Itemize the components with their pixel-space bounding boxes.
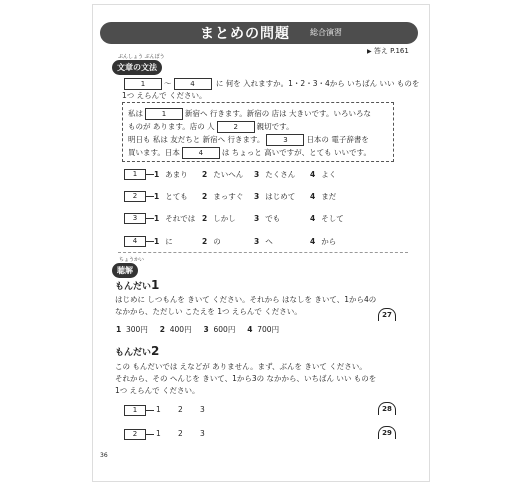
answers-reference — [367, 46, 409, 56]
page-title: まとめの問題 — [200, 26, 290, 42]
blank-box: 2 — [217, 121, 255, 133]
blank-box: 1 — [145, 108, 183, 120]
divider — [146, 241, 154, 242]
divider — [146, 174, 154, 175]
passage-text: 新宿へ 行きます。新宿の 店は 大きいです。いろいろな — [185, 109, 371, 118]
mondai-2-title: もんだい2 — [115, 344, 160, 358]
answer-option[interactable]: 3 — [200, 429, 205, 438]
answer-option[interactable]: 2 の — [202, 237, 221, 246]
section-label-grammar: 文章の文法 — [112, 60, 162, 75]
instruction-text: に 何を 入れますか。1・2・3・4から いちばん いい ものを — [215, 79, 420, 88]
passage-line-4 — [128, 147, 371, 159]
passage-text: 私は — [128, 109, 143, 118]
passage-line-2 — [128, 121, 294, 133]
answer-option[interactable]: 2 400円 — [159, 325, 192, 334]
answer-option[interactable]: 3 でも — [254, 214, 281, 223]
answer-option[interactable]: 3 たくさん — [254, 170, 296, 179]
answer-option[interactable]: 4 まだ — [310, 192, 337, 201]
section-divider — [118, 252, 408, 253]
answer-option[interactable]: 1 それでは — [154, 214, 196, 223]
mondai-1-title: もんだい1 — [115, 278, 160, 292]
question-number-box: 3 — [124, 213, 146, 224]
passage-text: ものが あります。店の 人 — [128, 122, 215, 131]
page-number: 36 — [100, 452, 108, 459]
answer-option[interactable]: 4 そして — [310, 214, 344, 223]
answer-option[interactable]: 1 あまり — [154, 170, 188, 179]
answer-option[interactable]: 1 — [156, 429, 161, 438]
question-number-box: 2 — [124, 191, 146, 202]
divider — [146, 434, 154, 435]
answer-option[interactable]: 2 まっすぐ — [202, 192, 244, 201]
answer-option[interactable]: 3 へ — [254, 237, 273, 246]
mondai-1-text1: はじめに しつもんを きいて ください。それから はなしを きいて、1から4の — [115, 295, 377, 304]
answer-option[interactable]: 2 — [178, 405, 183, 414]
audio-track-icon[interactable]: 28 — [378, 402, 396, 416]
section-label-listening: 聴解 — [112, 263, 138, 278]
blank-box: 3 — [266, 134, 304, 146]
grammar-instruction-line1: 1 〜 4 に 何を 入れますか。1・2・3・4から いちばん いい ものを — [122, 78, 419, 90]
answer-option[interactable]: 3 600円 — [203, 325, 236, 334]
question-number-box: 1 — [124, 169, 146, 180]
answer-option[interactable]: 4 よく — [310, 170, 337, 179]
mondai-1-options — [116, 324, 279, 335]
passage-text: 日本の 電子辞書を — [306, 135, 369, 144]
audio-track-icon[interactable]: 29 — [378, 426, 396, 440]
title-bar — [100, 22, 418, 44]
passage-text: 明日も 私は 友だちと 新宿へ 行きます。 — [128, 135, 265, 144]
answer-option[interactable]: 1 300円 — [116, 325, 148, 334]
blank-box: 4 — [174, 78, 212, 90]
answer-option[interactable]: 1 に — [154, 237, 173, 246]
answer-option[interactable]: 2 — [178, 429, 183, 438]
answer-option[interactable]: 3 はじめて — [254, 192, 296, 201]
divider — [146, 196, 154, 197]
answers-label: 答え P.161 — [373, 47, 409, 55]
answer-option[interactable]: 2 しかし — [202, 214, 236, 223]
blank-box: 1 — [124, 78, 162, 90]
arrow-right-icon: ▶ — [367, 48, 372, 55]
blank-box: 4 — [182, 147, 220, 159]
listening-furigana: ちょうかい — [119, 257, 145, 263]
answer-option[interactable]: 4 700円 — [247, 325, 280, 334]
mondai-2-text1: この もんだいでは えなどが ありません。まず、ぶんを きいて ください。 — [115, 362, 367, 371]
answer-option[interactable]: 1 — [156, 405, 161, 414]
answer-option[interactable]: 4 から — [310, 237, 337, 246]
passage-text: は ちょっと 高いですが、とても いいです。 — [221, 148, 371, 157]
audio-track-icon[interactable]: 27 — [378, 308, 396, 322]
mondai-2-text3: 1つ えらんで ください。 — [115, 386, 200, 395]
mondai-2-text2: それから、その へんじを きいて、1から3の なかから、いちばん いい ものを — [115, 374, 377, 383]
grammar-instruction-text2: 1つ えらんで ください。 — [122, 91, 207, 100]
answer-option[interactable]: 3 — [200, 405, 205, 414]
passage-text: 買います。日本 — [128, 148, 180, 157]
mondai-1-text2: なかから、ただしい こたえを 1つ えらんで ください。 — [115, 307, 302, 316]
passage-line-3 — [128, 134, 369, 146]
divider — [146, 218, 154, 219]
answer-option[interactable]: 1 とても — [154, 192, 188, 201]
page-subtitle: 総合演習 — [310, 28, 342, 37]
divider — [146, 410, 154, 411]
answer-option[interactable]: 2 たいへん — [202, 170, 244, 179]
passage-text: 親切です。 — [256, 122, 294, 131]
question-number-box: 4 — [124, 236, 146, 247]
question-number-box: 2 — [124, 429, 146, 440]
passage-line-1 — [128, 108, 371, 120]
question-number-box: 1 — [124, 405, 146, 416]
grammar-furigana: ぶんしょう ぶんぽう — [118, 54, 165, 60]
